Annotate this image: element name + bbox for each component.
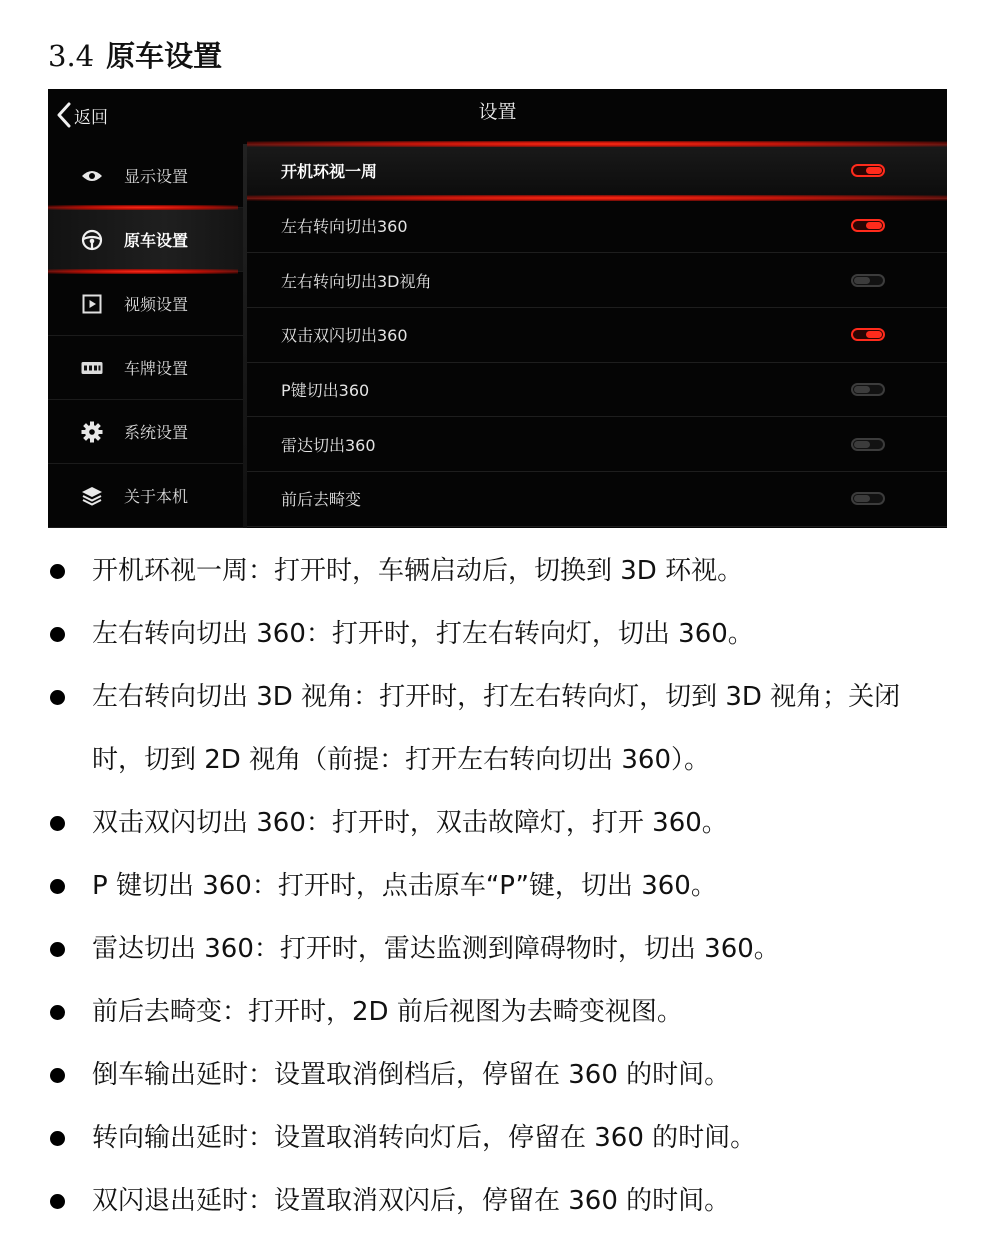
sidebar-item-label: 车牌设置 [124, 359, 189, 378]
setting-label: 前后去畸变 [281, 490, 362, 510]
setting-row-dewarp[interactable] [247, 472, 947, 527]
setting-label: 左右转向切出360 [281, 217, 408, 237]
bullet-icon [50, 627, 65, 642]
list-item-text: 双击双闪切出 360：打开时，双击故障灯，打开 360。 [92, 808, 728, 838]
list-item [50, 603, 950, 666]
sidebar-item-display[interactable] [48, 144, 243, 208]
list-item [50, 1107, 950, 1170]
sidebar [48, 144, 243, 528]
list-item [50, 540, 950, 603]
toggle-switch-on[interactable] [851, 164, 885, 177]
list-item-text: P 键切出 360：打开时，点击原车“P”键，切出 360。 [92, 871, 717, 901]
sidebar-item-label: 视频设置 [124, 295, 189, 314]
bullet-icon [50, 1131, 65, 1146]
section-number: 3.4 [48, 39, 95, 73]
sidebar-item-vehicle[interactable] [48, 208, 243, 272]
list-item-text: 雷达切出 360：打开时，雷达监测到障碍物时，切出 360。 [92, 934, 780, 964]
sidebar-item-video[interactable] [48, 272, 243, 336]
bullet-icon [50, 564, 65, 579]
bullet-icon [50, 1068, 65, 1083]
section-title: 原车设置 [106, 39, 223, 73]
video-play-icon [79, 291, 105, 317]
list-item-text: 双闪退出延时：设置取消双闪后，停留在 360 的时间。 [92, 1186, 731, 1216]
list-item-text: 左右转向切出 3D 视角：打开时，打左右转向灯，切到 3D 视角；关闭时，切到 2D 视角（前提：打开左右转向切出 360）。 [92, 682, 901, 775]
setting-label: P键切出360 [281, 381, 370, 401]
eye-icon [79, 163, 105, 189]
sidebar-item-plate[interactable] [48, 336, 243, 400]
list-item-text: 开机环视一周：打开时，车辆启动后，切换到 3D 环视。 [92, 556, 744, 586]
section-heading [48, 34, 222, 75]
list-item-text: 转向输出延时：设置取消转向灯后，停留在 360 的时间。 [92, 1123, 757, 1153]
list-item-text: 左右转向切出 360：打开时，打左右转向灯，切出 360。 [92, 619, 754, 649]
setting-row-hazard-double-click[interactable] [247, 308, 947, 363]
sidebar-item-label: 关于本机 [124, 487, 189, 506]
bullet-icon [50, 1194, 65, 1209]
toggle-switch-off[interactable] [851, 438, 885, 451]
bullet-icon [50, 942, 65, 957]
setting-row-radar[interactable] [247, 417, 947, 472]
sidebar-item-label: 原车设置 [124, 231, 189, 250]
screen-title: 设置 [478, 101, 517, 123]
toggle-switch-off[interactable] [851, 383, 885, 396]
setting-row-p-key[interactable] [247, 363, 947, 418]
list-item [50, 666, 950, 792]
toggle-switch-on[interactable] [851, 219, 885, 232]
description-list [50, 540, 950, 1233]
layers-icon [79, 483, 105, 509]
sidebar-item-label: 显示设置 [124, 167, 189, 186]
bullet-icon [50, 816, 65, 831]
list-item [50, 1170, 950, 1233]
setting-label: 左右转向切出3D视角 [281, 271, 432, 291]
setting-label: 雷达切出360 [281, 435, 376, 455]
setting-row-turn-signal-3d[interactable] [247, 253, 947, 308]
list-item [50, 981, 950, 1044]
back-label: 返回 [74, 107, 108, 128]
sidebar-item-about[interactable] [48, 464, 243, 528]
setting-label: 开机环视一周 [281, 162, 378, 182]
setting-row-turn-signal-360[interactable] [247, 199, 947, 254]
bullet-icon [50, 1005, 65, 1020]
sidebar-item-system[interactable] [48, 400, 243, 464]
toggle-switch-off[interactable] [851, 492, 885, 505]
license-plate-icon [79, 355, 105, 381]
list-item [50, 918, 950, 981]
list-item [50, 792, 950, 855]
bullet-icon [50, 690, 65, 705]
toggle-switch-on[interactable] [851, 328, 885, 341]
settings-list [247, 144, 947, 528]
sidebar-item-label: 系统设置 [124, 423, 189, 442]
gear-icon [79, 419, 105, 445]
setting-label: 双击双闪切出360 [281, 326, 408, 346]
list-item-text: 前后去畸变：打开时，2D 前后视图为去畸变视图。 [92, 997, 683, 1027]
steering-wheel-icon [79, 227, 105, 253]
setting-row-startup-surround[interactable] [247, 144, 947, 199]
list-item [50, 855, 950, 918]
toggle-switch-off[interactable] [851, 274, 885, 287]
bullet-icon [50, 879, 65, 894]
list-item-text: 倒车输出延时：设置取消倒档后，停留在 360 的时间。 [92, 1060, 731, 1090]
list-item [50, 1044, 950, 1107]
top-bar [48, 89, 947, 144]
settings-screenshot [48, 89, 947, 528]
